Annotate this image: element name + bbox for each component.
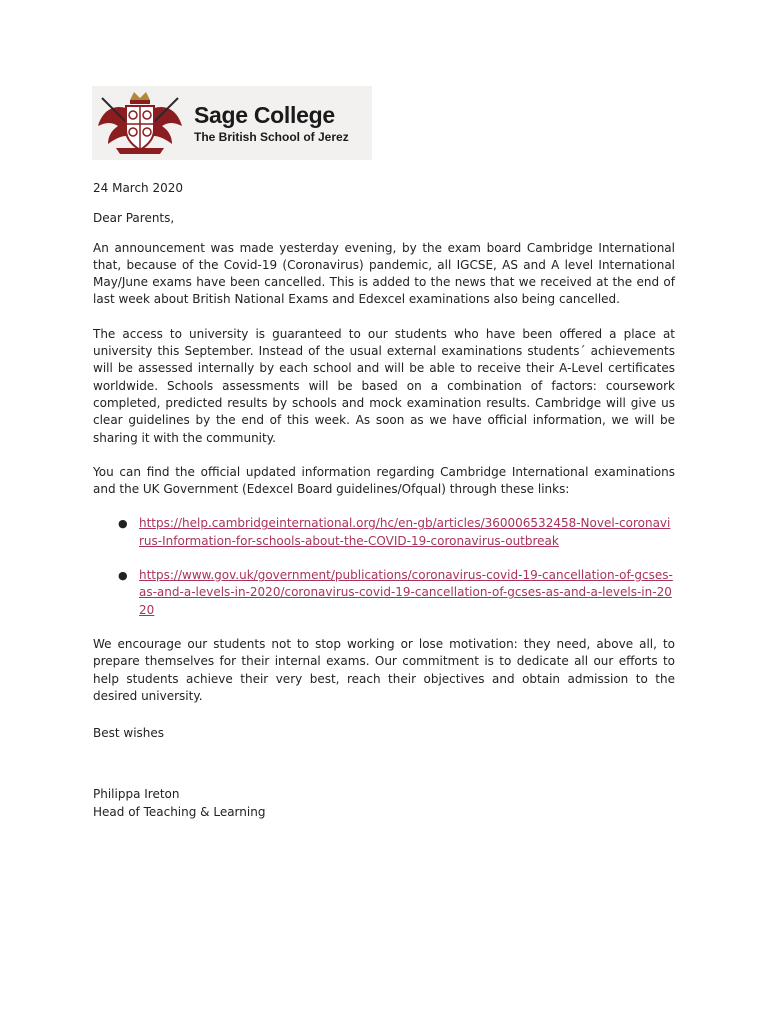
salutation: Dear Parents, [93,211,175,226]
letter-body [93,180,675,821]
school-crest-icon [92,86,188,160]
paragraph-university-access: The access to university is guaranteed to our students who have been offered a place at university this September. Instead of the usual external examinations students´ achievements will be assessed internally by each school and will be able to receive their A-Level certificates worldwide. Schools assessments will be based on a combination of factors: coursework completed, predicted results by schools and mock examination results. Cambridge will give us clear guidelines by the end of this week. As soon as we have official information, we will be sharing it with the community. [93,326,675,445]
bullet-icon: ● [118,569,128,583]
bullet-icon: ● [118,517,128,531]
letterhead [92,86,372,160]
list-item [118,567,675,619]
closing: Best wishes [93,726,165,741]
college-subtitle: The British School of Jerez [194,130,349,144]
paragraph-links-intro: You can find the official updated information regarding Cambridge International examinations and the UK Government (Edexcel Board guidelines/Ofqual) through these links: [93,464,675,497]
gov-uk-link[interactable]: https://www.gov.uk/government/publications/coronavirus-covid-19-cancellation-of-gcses-as-and-a-levels-in-2020/coronavirus-covid-19-cancellation-of-gcses-as-and-a-levels-in-2020 [139,568,673,617]
signatory-name: Philippa Ireton [93,787,180,802]
college-name: Sage College [194,102,335,128]
signature-block [93,786,675,821]
letter-date: 24 March 2020 [93,181,184,195]
signatory-title: Head of Teaching & Learning [93,804,266,819]
letterhead-text [194,101,349,145]
paragraph-encouragement: We encourage our students not to stop working or lose motivation: they need, above all, to prepare themselves for their internal exams. Our commitment is to dedicate all our efforts to help students achieve their very best, reach their objectives and obtain admission to the desired university. [93,636,675,703]
list-item [118,515,675,550]
paragraph-announcement: An announcement was made yesterday evening, by the exam board Cambridge International that, because of the Covid-19 (Coronavirus) pandemic, all IGCSE, AS and A level International May/June exams have been cancelled. This is added to the news that we received at the end of last week about British National Exams and Edexcel examinations also being cancelled. [93,240,675,307]
cambridge-link[interactable]: https://help.cambridgeinternational.org/hc/en-gb/articles/360006532458-Novel-coronavirus-Information-for-schools-about-the-COVID-19-coronavirus-outbreak [139,516,671,548]
link-list [93,515,675,618]
